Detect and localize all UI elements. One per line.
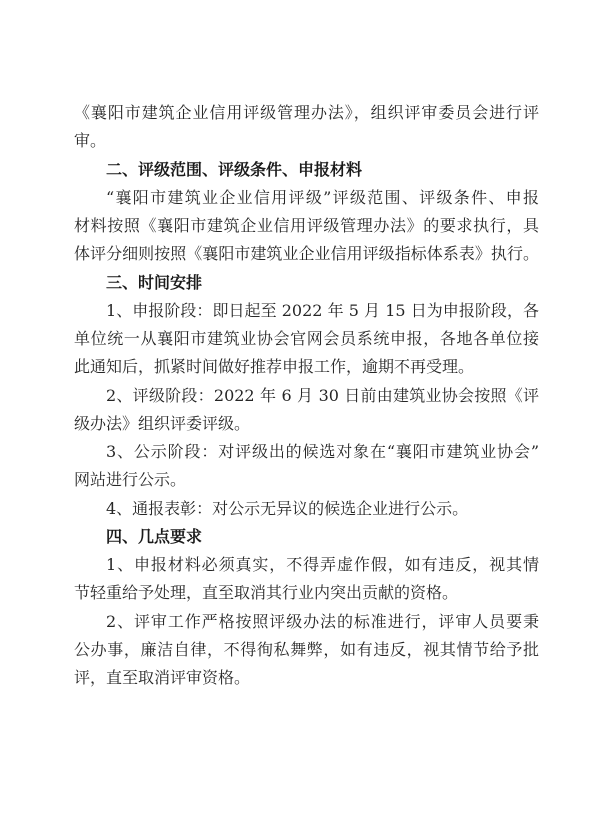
text-line: 1、申报材料必须真实，不得弄虚作假，如有违反，视其情 [106,555,539,574]
text-line: 节轻重给予处理，直至取消其行业内突出贡献的资格。 [74,583,459,603]
section-heading: 三、时间安排 [106,272,203,292]
text-line: 体评分细则按照《襄阳市建筑业企业信用评级指标体系表》执行。 [74,244,539,264]
text-line: 材料按照《襄阳市建筑企业信用评级管理办法》的要求执行，具 [74,216,539,235]
text-line: 级办法》组织评委评级。 [74,413,251,433]
text-line: 4、通报表彰：对公示无异议的候选企业进行公示。 [106,498,469,518]
text-line: 审。 [74,131,107,151]
text-line: 网站进行公示。 [74,470,187,490]
text-line: 此通知后，抓紧时间做好推荐申报工作，逾期不再受理。 [74,357,475,377]
text-line: 2、评审工作严格按照评级办法的标准进行，评审人员要秉 [106,611,539,631]
text-line: 评，直至取消评审资格。 [74,668,251,687]
text-line: “襄阳市建筑业企业信用评级”评级范围、评级条件、申报 [106,187,539,207]
text-line: 《襄阳市建筑企业信用评级管理办法》，组织评审委员会进行评 [74,103,539,122]
document-text-column [74,99,539,692]
text-line: 3、公示阶段：对评级出的候选对象在“襄阳市建筑业协会” [106,442,539,461]
text-line: 2、评级阶段：2022 年 6 月 30 日前由建筑业协会按照《评 [106,385,539,405]
text-line: 1、申报阶段：即日起至 2022 年 5 月 15 日为申报阶段，各 [106,300,539,320]
text-line: 单位统一从襄阳市建筑业协会官网会员系统申报，各地各单位接 [74,329,539,348]
section-heading: 二、评级范围、评级条件、申报材料 [106,159,363,179]
text-line: 公办事，廉洁自律，不得徇私舞弊，如有违反，视其情节给予批 [74,639,539,659]
section-heading: 四、几点要求 [106,526,203,546]
